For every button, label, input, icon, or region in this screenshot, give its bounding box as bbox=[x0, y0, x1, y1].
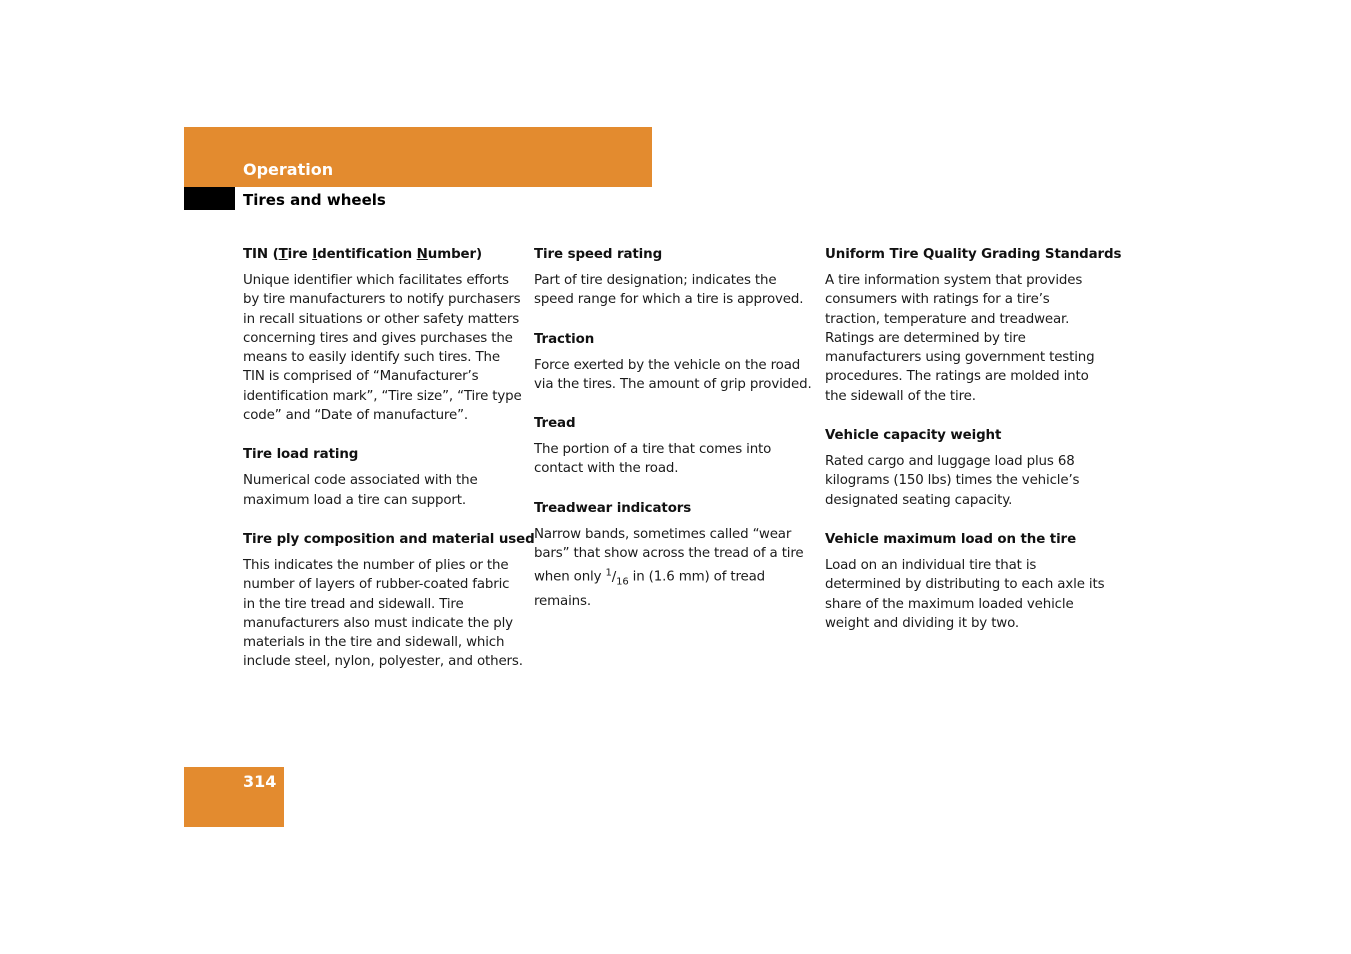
entry-body-tin: Unique identifier which facilitates efforts by tire manufacturers to notify purchasers in recall situations or other safety matters concerning tires and gives purchases the means to easily identify such tires. The TIN is comprised of “Manufacturer’s identification mark”, “Tire size”, “Tire type code” and “Date of manufacture”. bbox=[243, 273, 522, 424]
entry-body-vehicle-maximum-load: Load on an individual tire that is determined by distributing to each axle its share of the maximum loaded vehicle weight and dividing it by two. bbox=[825, 557, 1105, 631]
entry-body-tire-load-rating: Numerical code associated with the maximum load a tire can support. bbox=[243, 473, 478, 508]
entry-body-tire-speed-rating: Part of tire designation; indicates the speed range for which a tire is approved. bbox=[534, 273, 804, 308]
entry-heading-vehicle-maximum-load: Vehicle maximum load on the tire bbox=[825, 531, 1077, 547]
page-number: 314 bbox=[243, 772, 277, 791]
entry-heading-utqgs: Uniform Tire Quality Grading Standards bbox=[825, 247, 1122, 262]
entry-body-traction: Force exerted by the vehicle on the road via the tires. The amount of grip provided. bbox=[534, 357, 812, 392]
entry-heading-tread: Tread bbox=[534, 416, 576, 432]
entry-heading-traction: Traction bbox=[534, 331, 595, 347]
glossary-column-3 bbox=[825, 244, 1122, 652]
entry-heading-treadwear-indicators: Treadwear indicators bbox=[534, 500, 692, 516]
entry-body-vehicle-capacity-weight: Rated cargo and luggage load plus 68 kilograms (150 lbs) times the vehicle’s designated seating capacity. bbox=[825, 454, 1080, 508]
section-title: Operation bbox=[243, 160, 334, 179]
glossary-column-2 bbox=[534, 244, 816, 630]
entry-heading-tin: TIN (Tire Identification Number) bbox=[243, 247, 483, 262]
entry-heading-tire-speed-rating: Tire speed rating bbox=[534, 247, 663, 262]
fraction: $^1/_{16}$ bbox=[605, 567, 629, 588]
entry-body-tire-ply-composition: This indicates the number of plies or the number of layers of rubber-coated fabric in the tire tread and sidewall. Tire manufacturers also must indicate the ply materials in the tire and sidewall, which include steel, nylon, polyester, and others. bbox=[243, 557, 523, 670]
glossary-column-1 bbox=[243, 244, 535, 691]
subsection-marker bbox=[184, 187, 235, 210]
entry-heading-tire-load-rating: Tire load rating bbox=[243, 447, 359, 463]
entry-heading-tire-ply-composition: Tire ply composition and material used bbox=[243, 531, 535, 547]
entry-body-treadwear-indicators: Narrow bands, sometimes called “wear bars” that show across the tread of a tire when only $^1/_{16}$ in (1.6 mm) of tread remains. bbox=[534, 526, 804, 609]
entry-heading-vehicle-capacity-weight: Vehicle capacity weight bbox=[825, 428, 1002, 444]
entry-body-utqgs: A tire information system that provides consumers with ratings for a tire’s traction, temperature and treadwear. Ratings are determined by tire manufacturers using government testing procedures. The ratings are molded into the sidewall of the tire. bbox=[825, 273, 1095, 404]
subsection-title: Tires and wheels bbox=[243, 191, 386, 209]
entry-body-tread: The portion of a tire that comes into contact with the road. bbox=[534, 442, 772, 477]
